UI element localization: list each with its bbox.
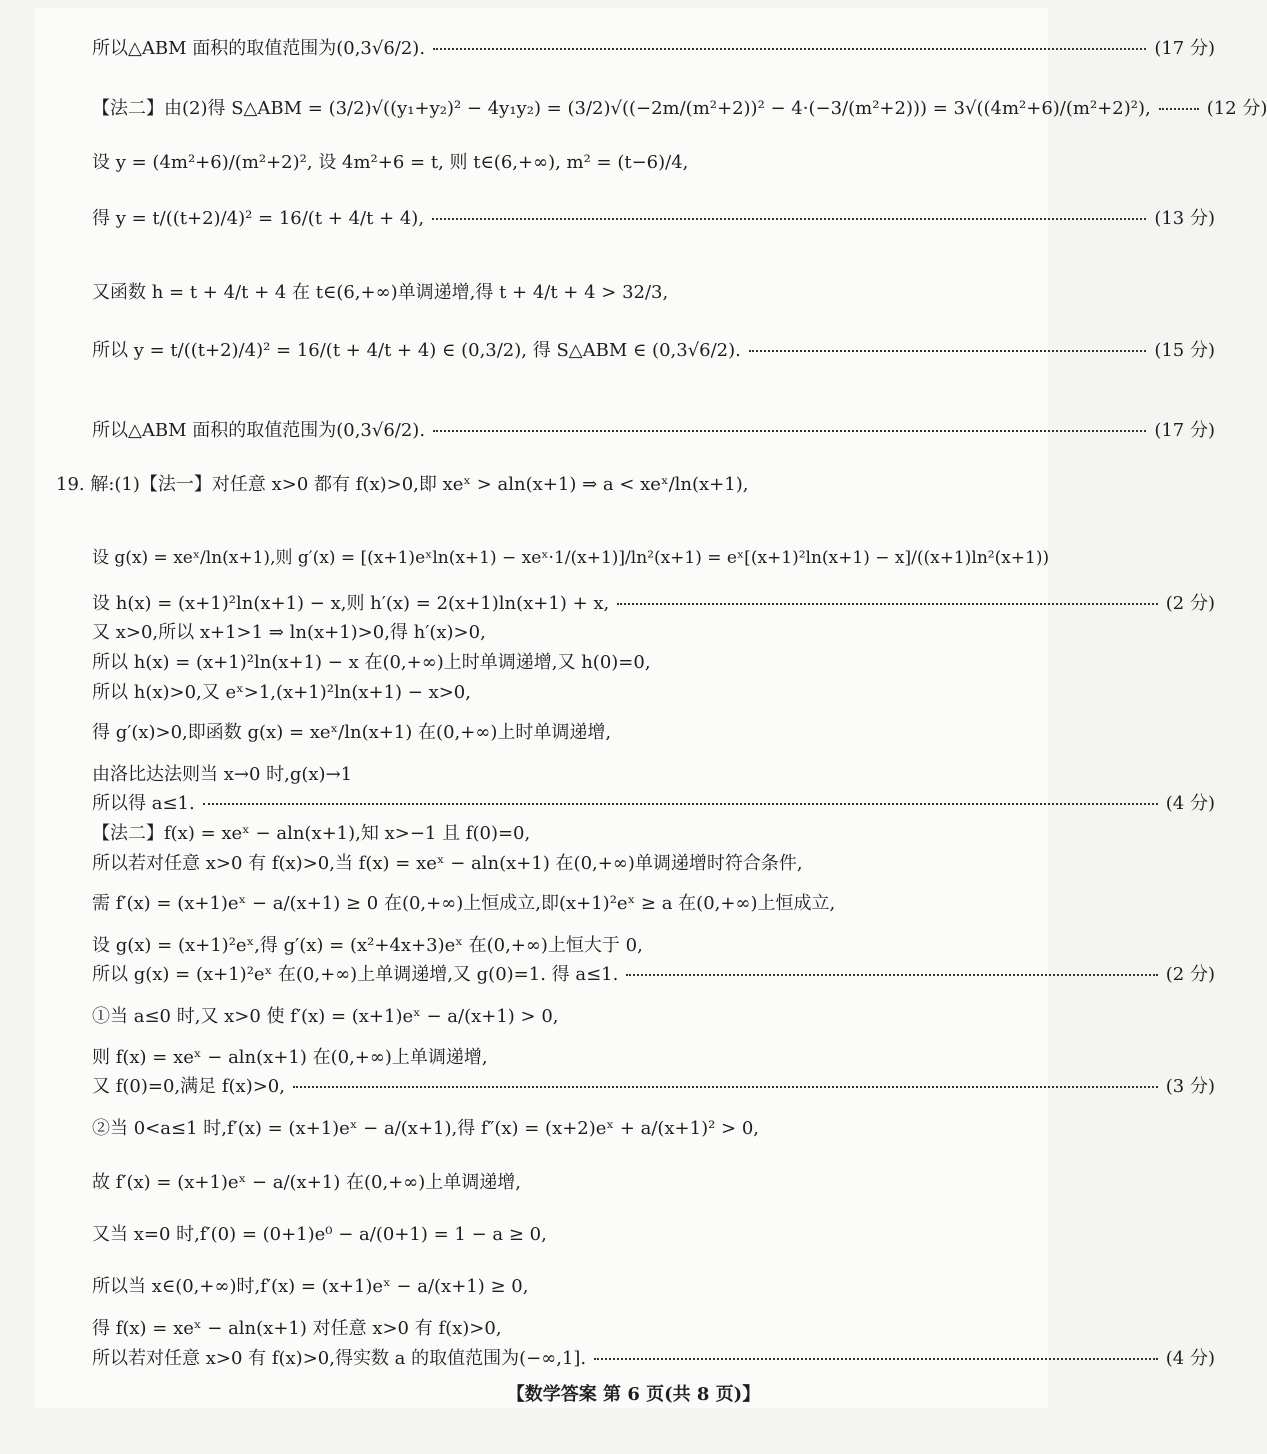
solution-line (92, 208, 1215, 230)
dot-leader (617, 603, 1158, 605)
solution-line (92, 823, 1215, 845)
solution-line (92, 1006, 1215, 1028)
dot-leader (433, 48, 1146, 50)
solution-line (92, 420, 1215, 442)
solution-line (92, 282, 1215, 304)
solution-line (92, 893, 1215, 915)
solution-line (92, 152, 1215, 174)
line-text: 所以 y = t/((t+2)/4)² = 16/(t + 4/t + 4) ∈ (0,3/2), 得 S△ABM ∈ (0,3√6/2). (92, 340, 741, 361)
dot-leader (594, 1358, 1158, 1360)
score-label: (3 分) (1165, 1076, 1215, 1097)
score-label: (12 分) (1206, 98, 1267, 119)
score-label: (2 分) (1165, 593, 1215, 614)
solution-line (92, 548, 1215, 568)
line-text: 故 f′(x) = (x+1)eˣ − a/(x+1) 在(0,+∞)上单调递增, (92, 1172, 521, 1193)
solution-line (92, 964, 1215, 986)
solution-line (56, 474, 1215, 496)
solution-line (92, 1047, 1215, 1069)
line-text: 设 y = (4m²+6)/(m²+2)², 设 4m²+6 = t, 则 t∈(6,+∞), m² = (t−6)/4, (92, 152, 689, 173)
score-label: (4 分) (1165, 1348, 1215, 1369)
line-text: 设 g(x) = (x+1)²eˣ,得 g′(x) = (x²+4x+3)eˣ 在(0,+∞)上恒大于 0, (92, 935, 643, 956)
line-text: 所以 g(x) = (x+1)²eˣ 在(0,+∞)上单调递增,又 g(0)=1. 得 a≤1. (92, 964, 619, 985)
line-text: 设 h(x) = (x+1)²ln(x+1) − x,则 h′(x) = 2(x+1)ln(x+1) + x, (92, 593, 610, 614)
score-label: (17 分) (1154, 38, 1215, 59)
solution-line (92, 38, 1215, 60)
score-label: (15 分) (1154, 340, 1215, 361)
dot-leader (626, 974, 1157, 976)
line-text: 所以当 x∈(0,+∞)时,f′(x) = (x+1)eˣ − a/(x+1) ≥ 0, (92, 1276, 529, 1297)
solution-line (92, 98, 1267, 120)
dot-leader (433, 430, 1146, 432)
solution-line (92, 1118, 1215, 1140)
page-footer: 【数学答案 第 6 页(共 8 页)】 (506, 1384, 761, 1405)
solution-line (92, 1172, 1215, 1194)
line-text: 又当 x=0 时,f′(0) = (0+1)e⁰ − a/(0+1) = 1 − a ≥ 0, (92, 1224, 547, 1245)
solution-line (92, 1318, 1215, 1340)
dot-leader (432, 218, 1146, 220)
line-text: 所以△ABM 面积的取值范围为(0,3√6/2). (92, 38, 426, 59)
line-text: 又 x>0,所以 x+1>1 ⇒ ln(x+1)>0,得 h′(x)>0, (92, 622, 486, 643)
score-label: (2 分) (1165, 964, 1215, 985)
dot-leader (1159, 108, 1199, 110)
line-text: 得 g′(x)>0,即函数 g(x) = xeˣ/ln(x+1) 在(0,+∞)上时单调递增, (92, 722, 612, 743)
score-label: (17 分) (1154, 420, 1215, 441)
line-text: 所以 h(x) = (x+1)²ln(x+1) − x 在(0,+∞)上时单调递增,又 h(0)=0, (92, 652, 651, 673)
score-label: (13 分) (1154, 208, 1215, 229)
line-text: 所以得 a≤1. (92, 793, 195, 814)
line-text: 19. 解:(1)【法一】对任意 x>0 都有 f(x)>0,即 xeˣ > aln(x+1) ⇒ a < xeˣ/ln(x+1), (56, 474, 749, 495)
dot-leader (749, 350, 1146, 352)
line-text: ②当 0<a≤1 时,f′(x) = (x+1)eˣ − a/(x+1),得 f″(x) = (x+2)eˣ + a/(x+1)² > 0, (92, 1118, 760, 1139)
line-text: 【法二】f(x) = xeˣ − aln(x+1),知 x>−1 且 f(0)=0, (92, 823, 531, 844)
solution-line (92, 935, 1215, 957)
line-text: 则 f(x) = xeˣ − aln(x+1) 在(0,+∞)上单调递增, (92, 1047, 488, 1068)
line-text: 【法二】由(2)得 S△ABM = (3/2)√((y₁+y₂)² − 4y₁y₂) = (3/2)√((−2m/(m²+2))² − 4·(−3/(m²+2))) = 3√((4m²+6)/(m²+2)²), (92, 98, 1151, 119)
dot-leader (203, 803, 1158, 805)
line-text: 又函数 h = t + 4/t + 4 在 t∈(6,+∞)单调递增,得 t + 4/t + 4 > 32/3, (92, 282, 669, 303)
solution-line (92, 793, 1215, 815)
solution-line (92, 1348, 1215, 1370)
solution-line (92, 622, 1215, 644)
score-label: (4 分) (1165, 793, 1215, 814)
dot-leader (293, 1086, 1158, 1088)
line-text: 所以△ABM 面积的取值范围为(0,3√6/2). (92, 420, 426, 441)
solution-line (92, 1076, 1215, 1098)
solution-line (92, 340, 1215, 362)
line-text: 需 f′(x) = (x+1)eˣ − a/(x+1) ≥ 0 在(0,+∞)上恒成立,即(x+1)²eˣ ≥ a 在(0,+∞)上恒成立, (92, 893, 836, 914)
line-text: 得 f(x) = xeˣ − aln(x+1) 对任意 x>0 有 f(x)>0, (92, 1318, 502, 1339)
line-text: 所以 h(x)>0,又 eˣ>1,(x+1)²ln(x+1) − x>0, (92, 682, 471, 703)
solution-line (92, 853, 1215, 875)
solution-line (92, 1224, 1215, 1246)
line-text: 所以若对任意 x>0 有 f(x)>0,得实数 a 的取值范围为(−∞,1]. (92, 1348, 587, 1369)
solution-line (92, 682, 1215, 704)
line-text: 所以若对任意 x>0 有 f(x)>0,当 f(x) = xeˣ − aln(x+1) 在(0,+∞)单调递增时符合条件, (92, 853, 803, 874)
solution-line (92, 593, 1215, 615)
line-text: ①当 a≤0 时,又 x>0 使 f′(x) = (x+1)eˣ − a/(x+1) > 0, (92, 1006, 559, 1027)
line-text: 由洛比达法则当 x→0 时,g(x)→1 (92, 764, 353, 785)
solution-line (92, 722, 1215, 744)
solution-line (92, 652, 1215, 674)
solution-line (92, 1276, 1215, 1298)
solution-line (92, 764, 1215, 786)
line-text: 又 f(0)=0,满足 f(x)>0, (92, 1076, 285, 1097)
line-text: 得 y = t/((t+2)/4)² = 16/(t + 4/t + 4), (92, 208, 425, 229)
line-text: 设 g(x) = xeˣ/ln(x+1),则 g′(x) = [(x+1)eˣln(x+1) − xeˣ·1/(x+1)]/ln²(x+1) = eˣ[(x+1)²ln(x+1) − x]/((x+1)ln²(x+1)) (92, 548, 1050, 568)
